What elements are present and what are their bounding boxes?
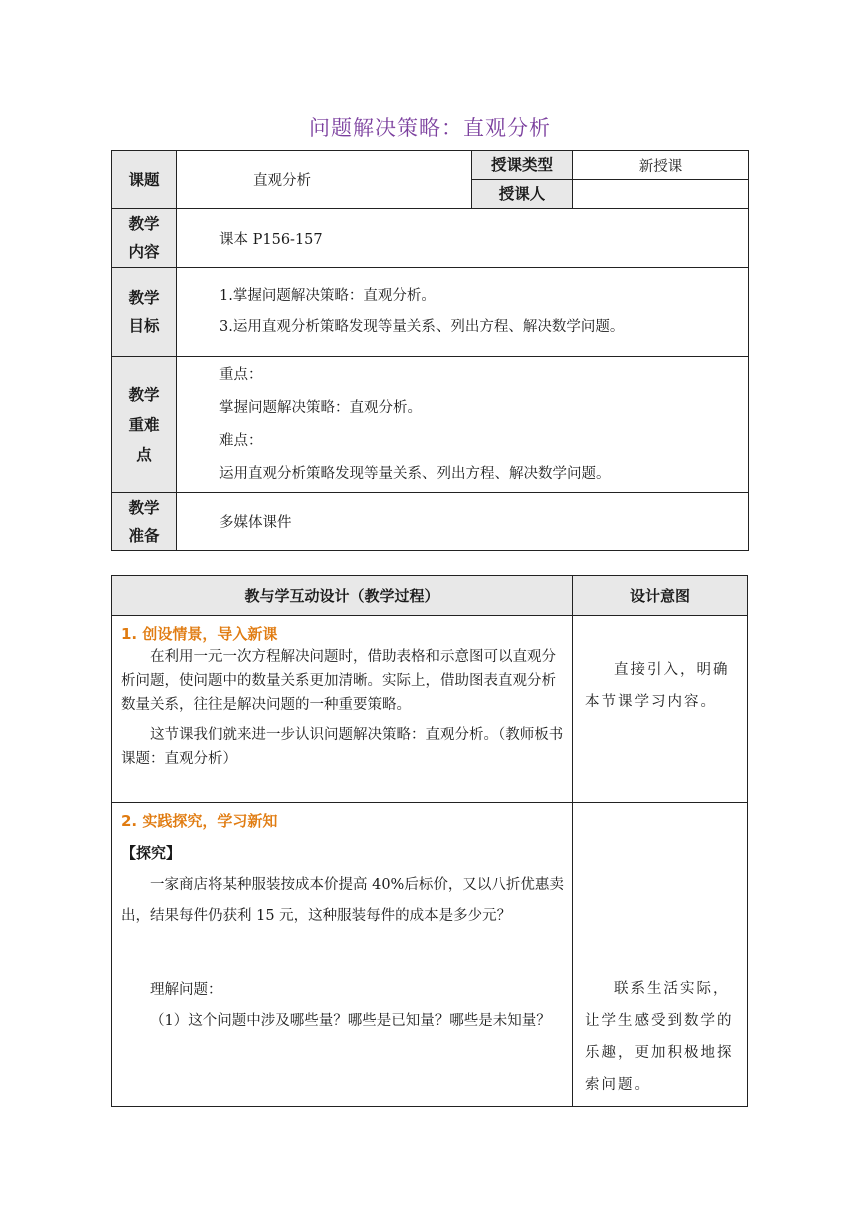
lesson-info-table bbox=[111, 150, 749, 551]
topic-label: 课题 bbox=[112, 151, 177, 209]
intent-header: 设计意图 bbox=[573, 576, 748, 616]
section-title: 1. 创设情景，导入新课 bbox=[121, 625, 278, 643]
teacher-label: 授课人 bbox=[472, 180, 573, 209]
key-points-label: 教学 重难 点 bbox=[112, 357, 177, 493]
paragraph: 在利用一元一次方程解决问题时，借助表格和示意图可以直观分析问题，使问题中的数量关系更加清晰。实际上，借助图表直观分析数量关系，往往是解决问题的一种重要策略。 bbox=[121, 649, 556, 713]
design-intent: 联系生活实际，让学生感受到数学的乐趣，更加积极地探索问题。 bbox=[573, 803, 748, 1107]
teacher-value bbox=[573, 180, 749, 209]
process-header: 教与学互动设计（教学过程） bbox=[112, 576, 573, 616]
content-value: 课本 P156-157 bbox=[177, 209, 749, 268]
topic-value: 直观分析 bbox=[177, 151, 472, 209]
question-1: （1）这个问题中涉及哪些量？哪些是已知量？哪些是未知量？ bbox=[150, 1013, 551, 1029]
goal-label: 教学 目标 bbox=[112, 268, 177, 357]
goal-item: 1.掌握问题解决策略：直观分析。 bbox=[219, 288, 436, 304]
paragraph: 这节课我们就来进一步认识问题解决策略：直观分析。（教师板书课题：直观分析） bbox=[121, 727, 564, 767]
design-intent: 直接引入，明确本节课学习内容。 bbox=[573, 616, 748, 803]
document-title: 问题解决策略：直观分析 bbox=[309, 116, 551, 140]
goal-item: 3.运用直观分析策略发现等量关系、列出方程、解决数学问题。 bbox=[219, 319, 625, 335]
problem-text: 一家商店将某种服装按成本价提高 40%后标价，又以八折优惠卖出，结果每件仍获利 15 元，这种服装每件的成本是多少元？ bbox=[121, 877, 564, 924]
key-line: 难点： bbox=[219, 432, 263, 449]
prep-label: 教学 准备 bbox=[112, 493, 177, 551]
prep-value: 多媒体课件 bbox=[177, 493, 749, 551]
key-line: 运用直观分析策略发现等量关系、列出方程、解决数学问题。 bbox=[219, 465, 611, 482]
lesson-type-label: 授课类型 bbox=[472, 151, 573, 180]
understand-label: 理解问题： bbox=[150, 982, 223, 998]
section-explore bbox=[112, 803, 573, 1107]
goal-list bbox=[177, 268, 749, 357]
key-line: 重点： bbox=[219, 366, 263, 383]
key-points-content bbox=[177, 357, 749, 493]
key-line: 掌握问题解决策略：直观分析。 bbox=[219, 399, 422, 416]
section-intro bbox=[112, 616, 573, 803]
teaching-process-table bbox=[111, 575, 748, 1107]
lesson-type-value: 新授课 bbox=[573, 151, 749, 180]
section-title: 2. 实践探究，学习新知 bbox=[121, 812, 278, 830]
content-label: 教学 内容 bbox=[112, 209, 177, 268]
explore-tag: 【探究】 bbox=[121, 844, 182, 862]
